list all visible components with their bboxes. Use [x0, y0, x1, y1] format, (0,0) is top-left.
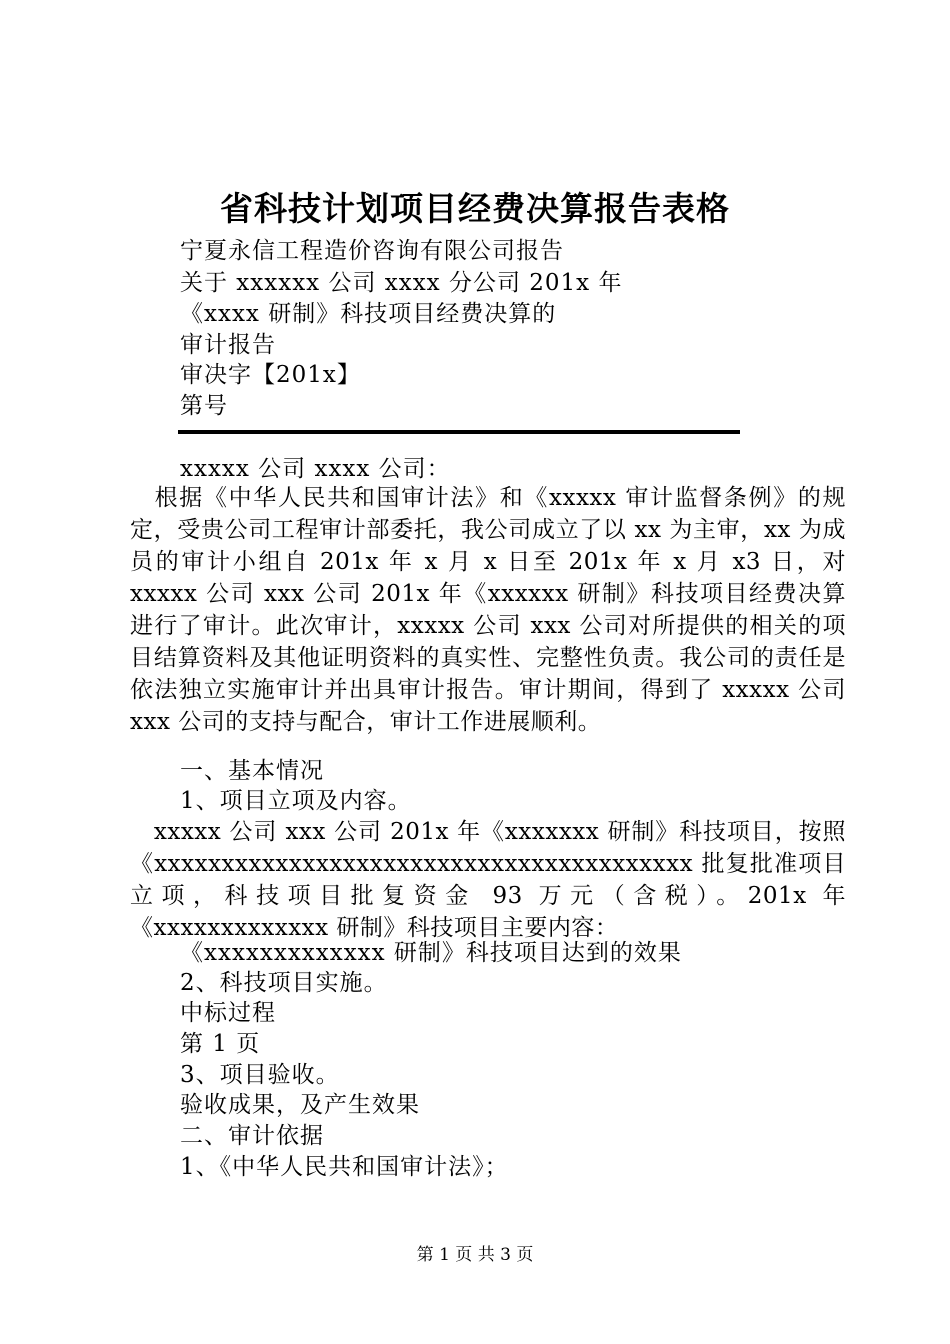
item1-paragraph: xxxxx 公司 xxx 公司 201x 年《xxxxxxx 研制》科技项目，按照《xxxxxxxxxxxxxxxxxxxxxxxxxxxxxxxxxxxxxxxx 批复批准项目立项，科技项目批复资金 93 万元（含税）。201x 年《xxxxxxxxxxxxx 研制》科技项目主要内容：: [130, 819, 846, 941]
acceptance: 验收成果，及产生效果: [180, 1092, 420, 1118]
header-line-project: 《xxxx 研制》科技项目经费决算的: [180, 301, 557, 327]
effect-line: 《xxxxxxxxxxxxx 研制》科技项目达到的效果: [180, 940, 682, 966]
basis-item1: 1、《中华人民共和国审计法》；: [180, 1154, 509, 1180]
document-title: 省科技计划项目经费决算报告表格: [220, 189, 730, 228]
bid-process: 中标过程: [180, 1000, 276, 1026]
header-line-number: 第号: [180, 393, 228, 419]
item1-heading: 1、项目立项及内容。: [180, 788, 412, 814]
page-mark: 第 1 页: [180, 1031, 261, 1057]
page-footer: 第 1 页 共 3 页: [416, 1245, 534, 1265]
header-rule: [178, 430, 740, 434]
section2-heading: 二、审计依据: [180, 1123, 324, 1149]
header-line-subject: 关于 xxxxxx 公司 xxxx 分公司 201x 年: [180, 270, 623, 296]
header-line-company: 宁夏永信工程造价咨询有限公司报告: [180, 238, 564, 264]
item3-heading: 3、项目验收。: [180, 1062, 340, 1088]
section1-heading: 一、基本情况: [180, 758, 324, 784]
header-line-doc-number: 审决字【201x】: [180, 362, 361, 388]
item2-heading: 2、科技项目实施。: [180, 970, 388, 996]
header-line-report: 审计报告: [180, 332, 276, 358]
intro-paragraph: 根据《中华人民共和国审计法》和《xxxxx 审计监督条例》的规定，受贵公司工程审计部委托，我公司成立了以 xx 为主审，xx 为成员的审计小组自 201x 年 x 月 x 日至 201x 年 x 月 x3 日，对 xxxxx 公司 xxx 公司 201x 年《xxxxxx 研制》科技项目经费决算进行了审计。此次审计，xxxxx 公司 xxx 公司对所提供的相关的项目结算资料及其他证明资料的真实性、完整性负责。我公司的责任是依法独立实施审计并出具审计报告。审计期间，得到了 xxxxx 公司 xxx 公司的支持与配合，审计工作进展顺利。: [130, 485, 846, 735]
addressee: xxxxx 公司 xxxx 公司：: [180, 456, 451, 482]
